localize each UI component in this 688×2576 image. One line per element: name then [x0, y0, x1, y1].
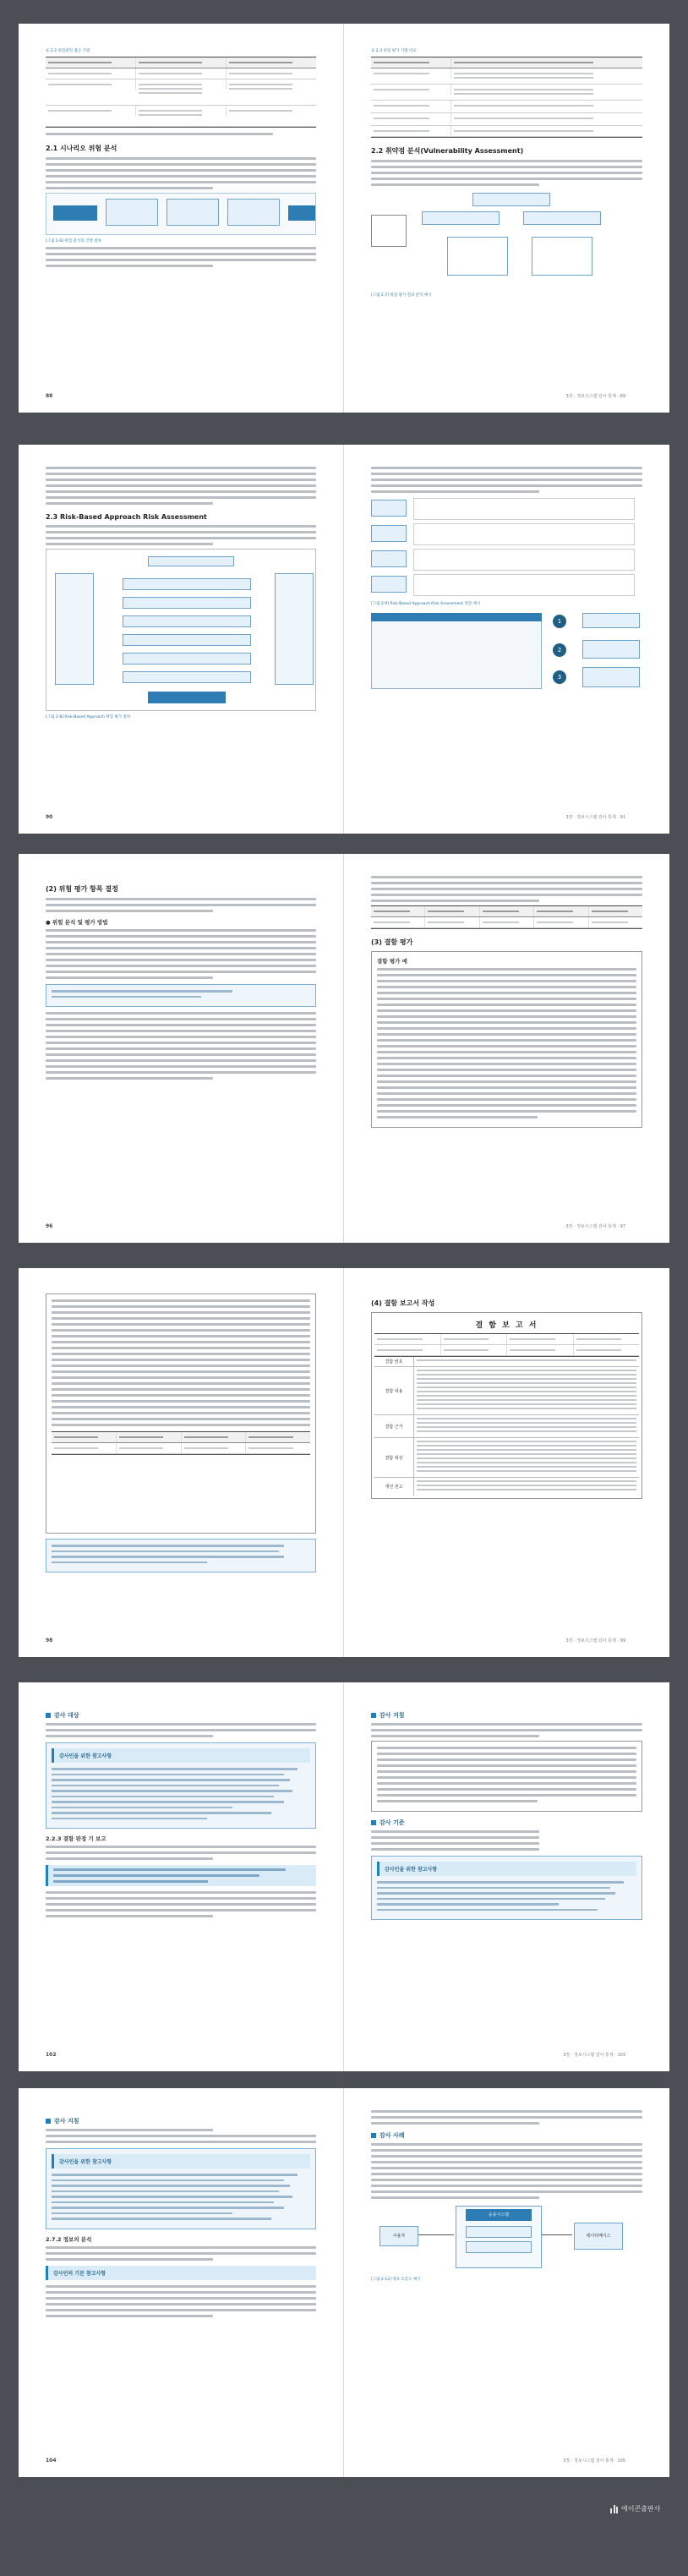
page-footer: 3장 · 정보시스템 감사 통제 · 89	[565, 394, 625, 399]
square-bullet-icon	[371, 1820, 376, 1825]
square-bullet-icon	[46, 2119, 51, 2124]
table-caption: 표 2-3 위험 평가 기법 비교	[371, 49, 417, 53]
spread-1	[19, 24, 669, 413]
reference-box	[371, 1856, 642, 1920]
data-table	[371, 905, 642, 929]
guideline-box	[371, 1741, 642, 1812]
sub-heading: ● 위험 분석 및 평가 방법	[46, 919, 108, 926]
note-box	[46, 984, 316, 1007]
section-heading: 2.3 Risk-Based Approach Risk Assessment	[46, 513, 207, 521]
page-number: 98	[46, 1638, 53, 1643]
page-102	[19, 1682, 344, 2071]
page-91	[344, 445, 669, 834]
flow-diagram	[371, 2202, 642, 2273]
page-99	[344, 1268, 669, 1657]
page-96	[19, 854, 344, 1243]
page-number: 88	[46, 393, 53, 399]
spread-4	[19, 1268, 669, 1657]
page-footer: 3장 · 정보시스템 감사 통제 · 91	[565, 815, 625, 820]
diagram-db: 데이터베이스	[574, 2223, 623, 2250]
section-label: 감사 지침	[371, 1711, 642, 1720]
square-bullet-icon	[371, 1713, 376, 1718]
callout-3: 3	[553, 670, 566, 684]
highlight-band	[46, 1865, 316, 1886]
figure-caption: [그림 2-8] Risk-Based Approach 위험 평가 절차	[46, 715, 131, 719]
row-label: 결함 대상	[374, 1438, 414, 1477]
page-89	[344, 24, 669, 413]
reference-box-title: 감사인을 위한 참고사항	[52, 2154, 310, 2169]
spread-2	[19, 445, 669, 834]
sub-heading: 2.7.2 정보의 분석	[46, 2235, 92, 2243]
page-footer: 3장 · 정보시스템 감사 통제 · 103	[563, 2053, 625, 2058]
highlight-band: 감사인의 기본 참고사항	[46, 2266, 316, 2280]
page-footer: 3장 · 정보시스템 감사 통제 · 105	[563, 2458, 625, 2464]
square-bullet-icon	[371, 2133, 376, 2138]
publisher-name: 에이콘출판사	[621, 2505, 661, 2513]
analysis-diagram	[371, 189, 642, 289]
diagram-app: 응용시스템	[466, 2209, 532, 2221]
publisher-logo	[610, 2504, 660, 2513]
section-heading: 2.1 시나리오 위험 분석	[46, 145, 117, 152]
row-label: 결함 근거	[374, 1415, 414, 1437]
section-label: 감사 기준	[371, 1819, 642, 1827]
section-label: 감사 지침	[46, 2117, 316, 2125]
reference-box-title: 감사인을 위한 참고사항	[377, 1862, 636, 1876]
note-box	[46, 1539, 316, 1572]
page-97	[344, 854, 669, 1243]
reference-box	[46, 1742, 316, 1829]
spread-3	[19, 854, 669, 1243]
page-90	[19, 445, 344, 834]
assessment-result-figure	[371, 610, 642, 691]
page-103	[344, 1682, 669, 2071]
sub-heading: 2.2.3 결함 판정 기 보고	[46, 1835, 106, 1842]
callout-2: 2	[553, 643, 566, 657]
step-list-diagram	[371, 496, 642, 598]
process-diagram	[46, 193, 316, 235]
reference-box	[46, 2148, 316, 2229]
report-title: 결 함 보 고 서	[475, 1321, 538, 1330]
example-box	[371, 951, 642, 1128]
page-105	[344, 2088, 669, 2477]
page-footer: 3장 · 정보시스템 감사 통제 · 97	[565, 1224, 625, 1229]
page-number: 96	[46, 1223, 53, 1229]
page-104	[19, 2088, 344, 2477]
page-98	[19, 1268, 344, 1657]
section-label: 감사 사례	[371, 2131, 642, 2140]
callout-1: 1	[553, 615, 566, 628]
page-88	[19, 24, 344, 413]
row-label: 개선 권고	[374, 1478, 414, 1496]
section-heading: 2.2 취약점 분석(Vulnerability Assessment)	[371, 147, 524, 155]
figure-caption: [그림 2-12] 정보 흐름도 예시	[371, 2278, 421, 2282]
square-bullet-icon	[46, 1713, 51, 1718]
report-form	[371, 1312, 642, 1499]
page-number: 104	[46, 2458, 57, 2464]
figure-caption: [그림 2-7] 위험 평가 결과 분석 예시	[371, 293, 432, 298]
diagram-user: 사용자	[379, 2226, 418, 2246]
figure-caption: [그림 2-9] Risk-Based Approach Risk Assessment 결과 예시	[371, 602, 481, 606]
section-heading: (2) 위험 평가 항목 결정	[46, 885, 118, 893]
page-footer: 3장 · 정보시스템 감사 통제 · 99	[565, 1638, 625, 1643]
section-heading: (4) 결함 보고서 작성	[371, 1299, 435, 1307]
data-table	[371, 57, 642, 138]
spread-5	[19, 1682, 669, 2071]
row-label: 결함 번호	[374, 1357, 414, 1366]
page-number: 102	[46, 2052, 57, 2058]
section-heading: (3) 결함 평가	[371, 938, 413, 946]
section-label: 감사 대상	[46, 1711, 316, 1720]
spread-6	[19, 2088, 669, 2477]
data-table	[46, 57, 316, 128]
row-label: 결함 내용	[374, 1367, 414, 1414]
box-title: 결함 평가 예	[377, 958, 407, 965]
figure-caption: [그림 2-6] 위험 분석의 진행 절차	[46, 239, 101, 243]
table-caption: 표 2-2 위험관리 접근 기법	[46, 49, 90, 53]
continued-box	[46, 1293, 316, 1534]
acorn-logo-icon	[610, 2505, 618, 2513]
approach-diagram	[46, 549, 316, 711]
reference-box-title: 감사인을 위한 참고사항	[52, 1748, 310, 1763]
inner-table	[52, 1431, 310, 1455]
page-number: 90	[46, 814, 53, 820]
